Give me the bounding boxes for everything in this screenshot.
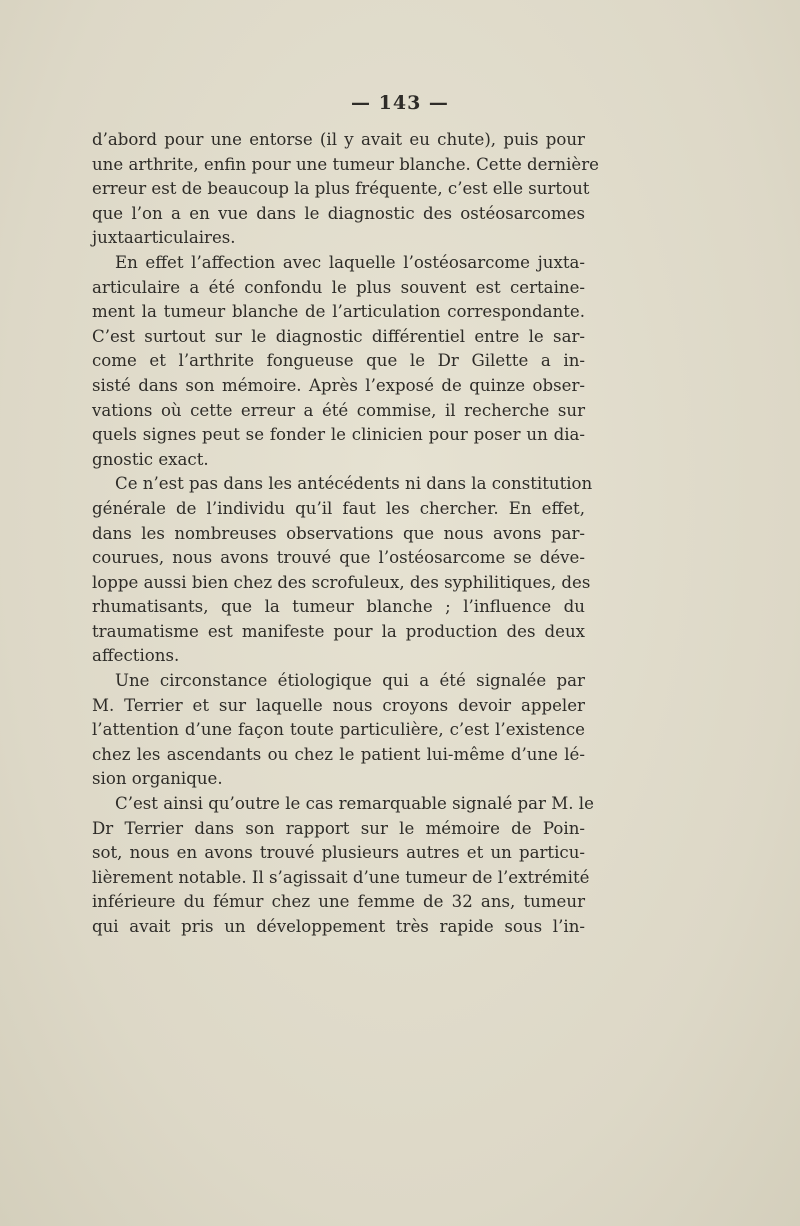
- paragraph: [92, 251, 585, 472]
- text-line: courues, nous avons trouvé que l’ostéosarcome se déve-: [92, 548, 585, 568]
- text-line: Une circonstance étiologique qui a été signalée par: [115, 671, 585, 691]
- text-line: sisté dans son mémoire. Après l’exposé de quinze obser-: [92, 375, 585, 395]
- text-line: traumatisme est manifeste pour la production des deux: [92, 621, 585, 641]
- paragraph: [92, 472, 593, 669]
- text-line: d’abord pour une entorse (il y avait eu chute), puis pour: [92, 130, 585, 149]
- text-line: chez les ascendants ou chez le patient lui-même d’une lé-: [92, 744, 585, 764]
- text-line: sion organique.: [92, 769, 223, 789]
- text-line: Dr Terrier dans son rapport sur le mémoire de Poin-: [92, 818, 585, 838]
- text-line: juxtaarticulaires.: [92, 228, 236, 248]
- text-line: générale de l’individu qu’il faut les chercher. En effet,: [92, 498, 585, 518]
- text-line: qui avait pris un développement très rapide sous l’in-: [92, 917, 585, 936]
- paragraph: [92, 792, 594, 940]
- text-line: que l’on a en vue dans le diagnostic des ostéosarcomes: [92, 203, 585, 223]
- body-text: [92, 128, 599, 940]
- text-line: quels signes peut se fonder le clinicien pour poser un dia-: [92, 425, 585, 445]
- paragraph: [92, 669, 585, 792]
- text-line: C’est ainsi qu’outre le cas remarquable signalé par M. le: [115, 794, 594, 814]
- text-line: come et l’arthrite fongueuse que le Dr Gilette a in-: [92, 351, 585, 371]
- text-line: l’attention d’une façon toute particulière, c’est l’existence: [92, 720, 585, 740]
- text-line: ment la tumeur blanche de l’articulation correspondante.: [92, 302, 585, 322]
- text-line: articulaire a été confondu le plus souvent est certaine-: [92, 277, 585, 297]
- text-line: M. Terrier et sur laquelle nous croyons devoir appeler: [92, 695, 585, 715]
- text-line: Ce n’est pas dans les antécédents ni dans la constitution: [115, 474, 593, 494]
- text-line: lièrement notable. Il s’agissait d’une tumeur de l’extrémité: [92, 867, 590, 887]
- text-line: dans les nombreuses observations que nous avons par-: [92, 523, 585, 543]
- text-line: vations où cette erreur a été commise, il recherche sur: [92, 400, 585, 420]
- text-line: affections.: [92, 646, 180, 666]
- text-line: rhumatisants, que la tumeur blanche ; l’influence du: [92, 597, 585, 617]
- text-line: erreur est de beaucoup la plus fréquente, c’est elle surtout: [92, 179, 590, 199]
- text-line: En effet l’affection avec laquelle l’ostéosarcome juxta-: [115, 252, 585, 272]
- text-line: inférieure du fémur chez une femme de 32 ans, tumeur: [92, 892, 585, 912]
- text-line: sot, nous en avons trouvé plusieurs autres et un particu-: [92, 843, 585, 863]
- text-line: C’est surtout sur le diagnostic différentiel entre le sar-: [92, 326, 585, 346]
- page-number-header: — 143 —: [351, 92, 449, 114]
- text-line: gnostic exact.: [92, 449, 209, 469]
- paragraph: [92, 128, 599, 251]
- text-line: une arthrite, enfin pour une tumeur blanche. Cette dernière: [92, 154, 599, 174]
- text-line: loppe aussi bien chez des scrofuleux, des syphilitiques, des: [92, 572, 591, 592]
